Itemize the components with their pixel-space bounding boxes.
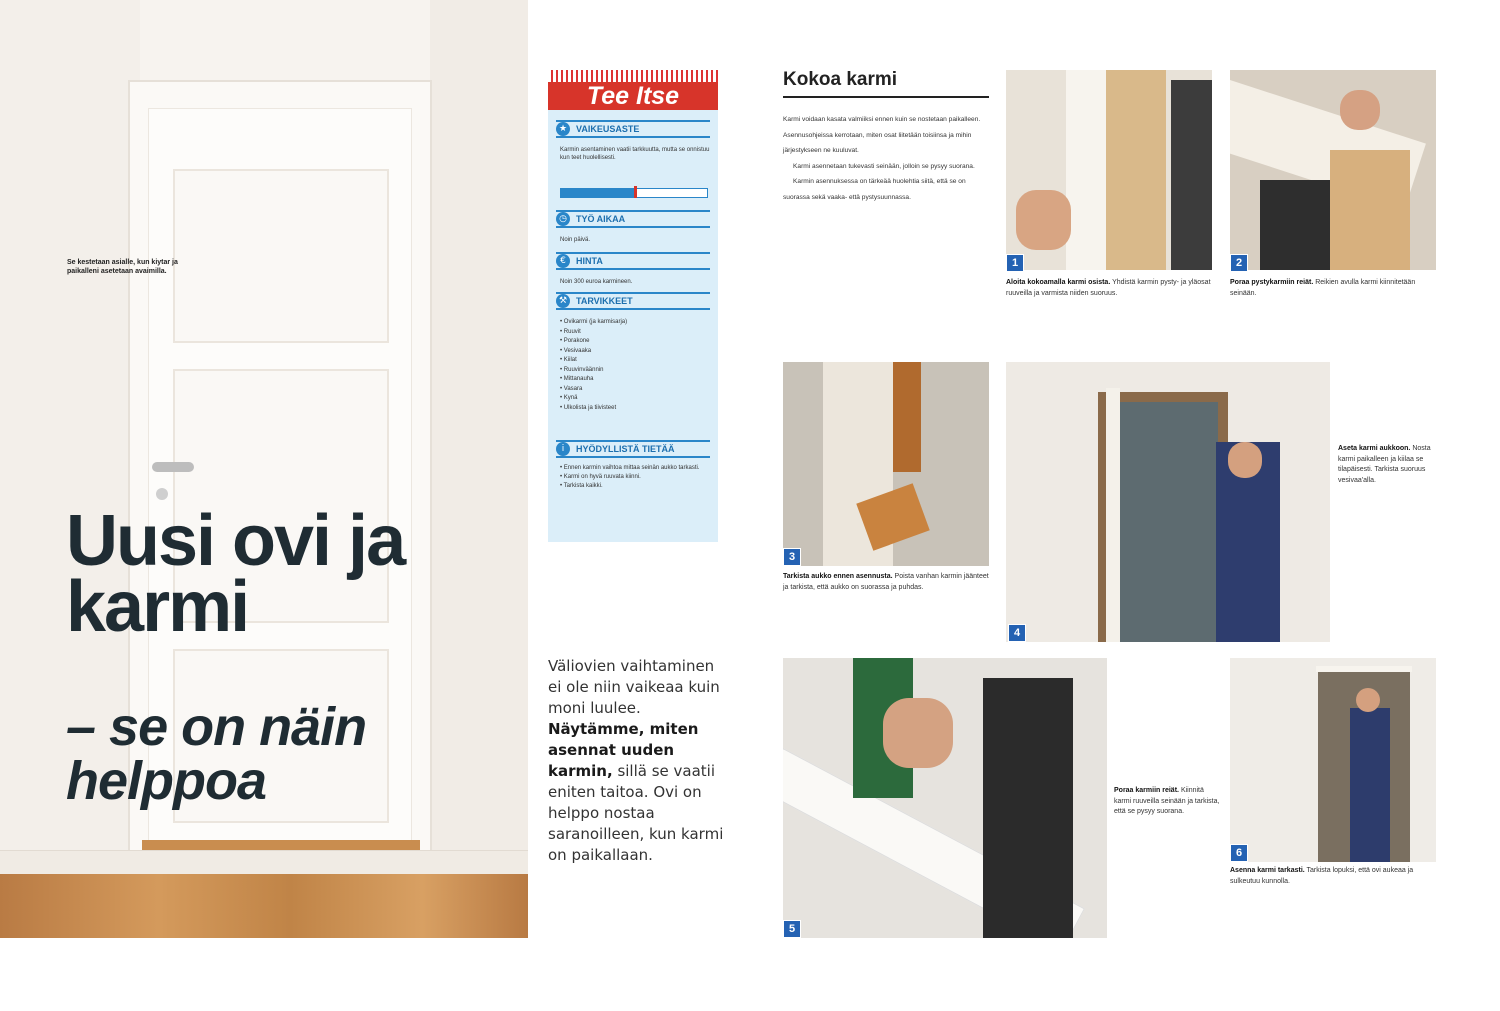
intro-lead: Väliovien vaihtaminen ei ole niin vaikeaa kuin moni luulee. xyxy=(548,657,720,717)
tips-heading: i HYÖDYLLISTÄ TIETÄÄ xyxy=(556,440,710,458)
list-item: • Ulkolista ja tiivisteet xyxy=(560,404,617,411)
hand xyxy=(883,698,953,768)
intro-tail: sillä se vaatii eniten taitoa. Ovi on helppo nostaa saranoilleen, kun karmi on paikallaan. xyxy=(548,762,724,864)
photo-caption: Se kestetaan asialle, kun kiytar ja paikalleni asetetaan avaimilla. xyxy=(67,259,178,275)
worker-head xyxy=(1356,688,1380,712)
tee-itse-logo: Tee Itse xyxy=(548,82,718,110)
room-behind xyxy=(1118,402,1218,642)
door-handle xyxy=(152,462,194,472)
step-5-caption: Poraa karmiin reiät. Kiinnitä karmi ruuveilla seinään ja tarkista, että se pysyy suorana. xyxy=(1114,787,1220,815)
body-paragraph: Karmin asennuksessa on tärkeää huolehtia siitä, että se on suorassa sekä vaaka- että pystysuunnassa. xyxy=(783,178,966,201)
list-item: • Vasara xyxy=(560,385,583,392)
intro-text xyxy=(548,656,728,866)
step-6-caption: Asenna karmi tarkasti. Tarkista lopuksi, että ovi aukeaa ja sulkeutuu kunnolla. xyxy=(1230,867,1414,885)
tools-list xyxy=(560,318,710,413)
step-3-photo xyxy=(783,362,989,566)
step-1-caption: Aloita kokoamalla karmi osista. Yhdistä karmin pysty- ja yläosat ruuveilla ja varmista niiden suoruus. xyxy=(1006,279,1211,297)
worker-legs xyxy=(1260,180,1330,270)
step-2-caption: Poraa pystykarmiin reiät. Reikien avulla karmi kiinnitetään seinään. xyxy=(1230,279,1416,297)
list-item: • Ovikarmi (ja karmisarja) xyxy=(560,319,628,325)
step-3-number: 3 xyxy=(783,548,801,566)
tools-heading: ⚒ TARVIKKEET xyxy=(556,292,710,310)
list-item: • Ruuvinväännin xyxy=(560,366,604,373)
list-item: • Mittanauha xyxy=(560,376,594,382)
step-2-number: 2 xyxy=(1230,254,1248,272)
difficulty-heading: ★ VAIKEUSASTE xyxy=(556,120,710,138)
worker-legs xyxy=(983,678,1073,938)
step-5-number: 5 xyxy=(783,920,801,938)
door-panel-top xyxy=(173,169,389,343)
old-frame xyxy=(893,362,921,472)
step-6-photo xyxy=(1230,658,1436,862)
step-6-number: 6 xyxy=(1230,844,1248,862)
body-paragraph: Karmi voidaan kasata valmiiksi ennen kuin se nostetaan paikalleen. Asennusohjeissa kerrotaan, miten osat liitetään toisiinsa ja mihin järjestykseen ne kuuluvat. xyxy=(783,116,981,154)
tips-list xyxy=(560,464,710,491)
clock-icon: ◷ xyxy=(556,212,570,226)
difficulty-icon: ★ xyxy=(556,122,570,136)
worktime-text: Noin päivä. xyxy=(560,237,591,243)
body-paragraph: Karmi asennetaan tukevasti seinään, jolloin se pysyy suorana. xyxy=(793,162,975,170)
wooden-floor xyxy=(0,874,528,938)
list-item: • Vesivaaka xyxy=(560,347,592,354)
worker xyxy=(1350,708,1390,862)
background-dark xyxy=(1171,80,1212,270)
step-1-photo xyxy=(1006,70,1212,270)
article-subtitle: – se on näin helppoa xyxy=(66,697,367,811)
step-4-caption: Aseta karmi aukkoon. Nosta karmi paikalleen ja kiilaa se tilapäisesti. Tarkista suoruus vesivaa'alla. xyxy=(1338,445,1431,484)
hand xyxy=(1340,90,1380,130)
hand xyxy=(1016,190,1071,250)
price-heading: € HINTA xyxy=(556,252,710,270)
step-1-number: 1 xyxy=(1006,254,1024,272)
step-4-number: 4 xyxy=(1008,624,1026,642)
intro-bold: Näytämme, miten asennat uuden karmin, xyxy=(548,720,699,780)
price-text: Noin 300 euroa karmineen. xyxy=(560,279,633,285)
frame-piece xyxy=(1066,70,1106,270)
article-title: Uusi ovi ja karmi xyxy=(66,501,405,647)
worktime-heading: ◷ TYÖ AIKAA xyxy=(556,210,710,228)
step-4-photo xyxy=(1006,362,1330,642)
worker-head xyxy=(1228,442,1262,478)
section-title: Kokoa karmi xyxy=(783,68,989,98)
tip-icon: i xyxy=(556,442,570,456)
list-item: • Tarkista kaikki. xyxy=(560,483,603,489)
list-item: • Karmi on hyvä ruuvata kiinni. xyxy=(560,474,641,480)
step-5-photo xyxy=(783,658,1107,938)
difficulty-fill xyxy=(561,189,634,197)
new-frame xyxy=(1106,388,1120,642)
step-3-caption: Tarkista aukko ennen asennusta. Poista vanhan karmin jäänteet ja tarkista, että aukko on suorassa ja puhdas. xyxy=(783,573,989,591)
list-item: • Ennen karmin vaihtoa mittaa seinän aukko tarkasti. xyxy=(560,465,700,471)
list-item: • Kiilat xyxy=(560,357,577,363)
wood-piece xyxy=(1106,70,1166,270)
list-item: • Kynä xyxy=(560,395,578,401)
difficulty-marker xyxy=(634,186,637,198)
list-item: • Ruuvit xyxy=(560,328,581,335)
tools-icon: ⚒ xyxy=(556,294,570,308)
wood-piece xyxy=(1330,150,1410,270)
new-frame xyxy=(1316,666,1412,672)
infobox-stripe xyxy=(548,70,718,82)
list-item: • Porakone xyxy=(560,338,590,344)
price-icon: € xyxy=(556,254,570,268)
door-lock xyxy=(156,488,168,500)
difficulty-text: Karmin asentaminen vaatii tarkkuutta, mutta se onnistuu kun teet huolellisesti. xyxy=(560,147,710,161)
section-body xyxy=(783,112,989,205)
step-2-photo xyxy=(1230,70,1436,270)
